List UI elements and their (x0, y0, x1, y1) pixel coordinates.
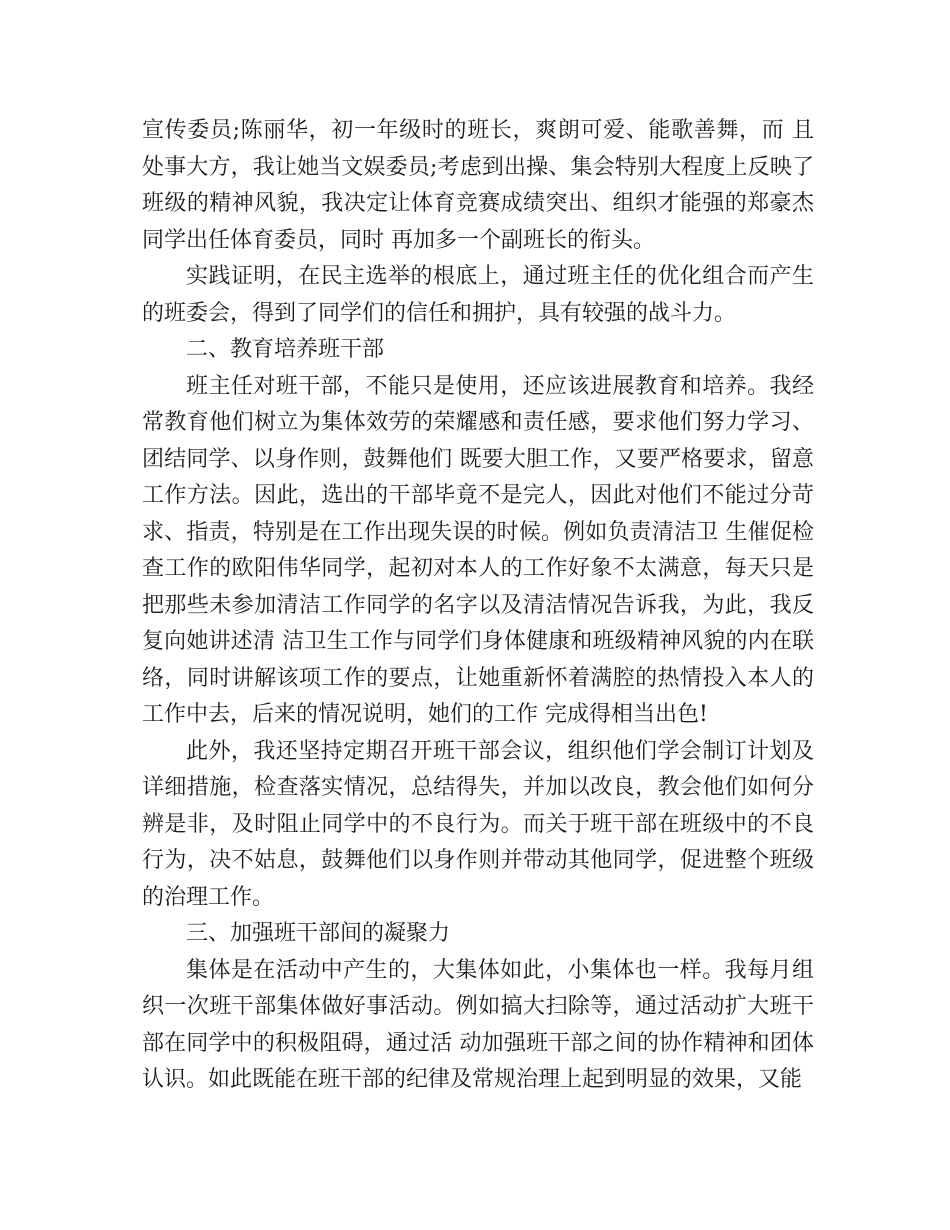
paragraph-practice-proof: 实践证明，在民主选举的根底上，通过班主任的优化组合而产生的班委会，得到了同学们的信任和拥护，具有较强的战斗力。 (142, 264, 814, 326)
paragraph-education-training: 班主任对班干部，不能只是使用，还应该进展教育和培养。我经常教育他们树立为集体效劳的荣耀感和责任感，要求他们努力学习、团结同学、以身作则，鼓舞他们 既要大胆工作，又要严格要求，留意工作方法。因此，选出的干部毕竟不是完人，因此对他们不能过分苛求、指责，特别是在工作出现失误的时候。例如负责清洁卫 生催促检查工作的欧阳伟华同学，起初对本人的工作好象不太满意，每天只是把那些未参加清洁工作同学的名字以及清洁情况告诉我，为此，我反复向她讲述清 洁卫生工作与同学们身体健康和班级精神风貌的内在联络，同时讲解该项工作的要点，让她重新怀着满腔的热情投入本人的工作中去，后来的情况说明，她们的工作 完成得相当出色! (142, 373, 814, 727)
paragraph-meetings: 此外，我还坚持定期召开班干部会议，组织他们学会制订计划及详细措施，检查落实情况，总结得失，并加以改良，教会他们如何分辨是非，及时阻止同学中的不良行为。而关于班干部在班级中的不良行为，决不姑息，鼓舞他们以身作则并带动其他同学，促进整个班级的治理工作。 (142, 738, 814, 910)
paragraph-continuation: 宣传委员;陈丽华，初一年级时的班长，爽朗可爱、能歌善舞，而 且处事大方，我让她当文娱委员;考虑到出操、集会特别大程度上反映了班级的精神风貌，我决定让体育竞赛成绩突出、组织才能强的郑豪杰同学出任体育委员，同时 再加多一个副班长的衔头。 (142, 118, 814, 253)
section-heading-3: 三、加强班干部间的凝聚力 (186, 921, 451, 946)
section-heading-2: 二、教育培养班干部 (186, 337, 385, 362)
document-page (142, 113, 814, 1099)
paragraph-cohesion: 集体是在活动中产生的，大集体如此，小集体也一样。我每月组织一次班干部集体做好事活动。例如搞大扫除等，通过活动扩大班干部在同学中的积极阻碍，通过活 动加强班干部之间的协作精神和团体认识。如此既能在班干部的纪律及常规治理上起到明显的效果，又能 (142, 957, 814, 1092)
